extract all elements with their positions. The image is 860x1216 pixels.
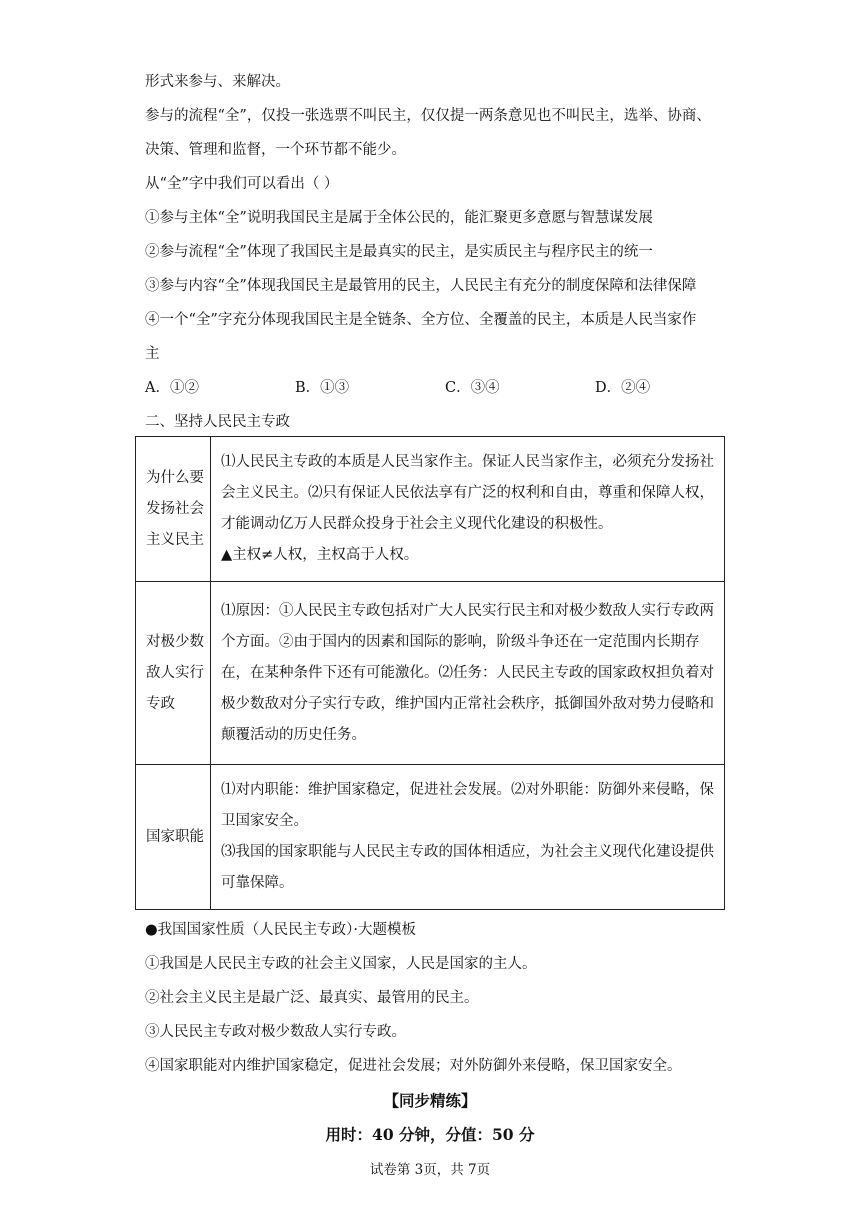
row-paragraph: ⑴原因：①人民民主专政包括对广大人民实行民主和对极少数敌人实行专政两个方面。②由于国内的因素和国际的影响，阶级斗争还在一定范围内长期存在，在某种条件下还有可能激化。⑵任务：人民民主专政的国家政权担负着对极少数敌对分子实行专政，维护国内正常社会秩序，抵御国外敌对势力侵略和颠覆活动的历史任务。 [221,602,714,743]
row-paragraph: ⑴对内职能：维护国家稳定，促进社会发展。⑵对外职能：防御外来侵略，保卫国家安全。 [221,782,714,829]
template-item-1: ①我国是人民民主专政的社会主义国家，人民是国家的主人。 [145,956,537,972]
intro-line-3: 决策、管理和监督，一个环节都不能少。 [145,142,406,158]
template-title: ●我国国家性质（人民民主专政）·大题模板 [145,922,417,938]
question-stem: 从“全”字中我们可以看出（ ） [145,176,339,192]
knowledge-table [135,436,725,910]
row-label: 对极少数敌人实行专政 [136,582,211,765]
row-content [211,582,725,765]
table-row [136,437,725,582]
statement-3: ③参与内容“全”体现我国民主是最管用的民主，人民民主有充分的制度保障和法律保障 [145,278,697,294]
row-content [211,437,725,582]
statement-1: ①参与主体“全”说明我国民主是属于全体公民的，能汇聚更多意愿与智慧谋发展 [145,210,653,226]
practice-heading: 【同步精练】 [383,1091,477,1110]
page-footer: 试卷第 3页，共 7页 [369,1162,491,1178]
template-item-4: ④国家职能对内维护国家稳定，促进社会发展；对外防御外来侵略，保卫国家安全。 [145,1058,682,1074]
row-label: 为什么要发扬社会主义民主 [136,437,211,582]
template-item-2: ②社会主义民主是最广泛、最真实、最管用的民主。 [145,990,479,1006]
option-d: D．②④ [595,380,651,396]
statement-4: ④一个“全”字充分体现我国民主是全链条、全方位、全覆盖的民主，本质是人民当家作 [145,312,697,328]
row-paragraph: ▲主权≠人权，主权高于人权。 [221,547,419,563]
row-paragraph: ⑶我国的国家职能与人民民主专政的国体相适应，为社会主义现代化建设提供可靠保障。 [221,844,714,891]
statement-2: ②参与流程“全”体现了我国民主是最真实的民主，是实质民主与程序民主的统一 [145,244,653,260]
table-row [136,582,725,765]
option-b: B．①③ [295,380,350,396]
row-content [211,765,725,910]
practice-time: 用时：40 分钟，分值：50 分 [325,1125,535,1144]
row-label: 国家职能 [136,765,211,910]
option-c: C．③④ [445,380,500,396]
option-a: A．①② [145,380,199,396]
row-paragraph: ⑴人民民主专政的本质是人民当家作主。保证人民当家作主，必须充分发扬社会主义民主。⑵只有保证人民依法享有广泛的权利和自由，尊重和保障人权，才能调动亿万人民群众投身于社会主义现代化建设的积极性。 [221,454,714,532]
statement-4-cont: 主 [145,346,160,362]
intro-line-1: 形式来参与、来解决。 [145,74,290,90]
template-item-3: ③人民民主专政对极少数敌人实行专政。 [145,1024,406,1040]
intro-line-2: 参与的流程“全”，仅投一张选票不叫民主，仅仅提一两条意见也不叫民主，选举、协商、 [145,108,711,124]
table-row [136,765,725,910]
section-title: 二、坚持人民民主专政 [145,414,290,430]
